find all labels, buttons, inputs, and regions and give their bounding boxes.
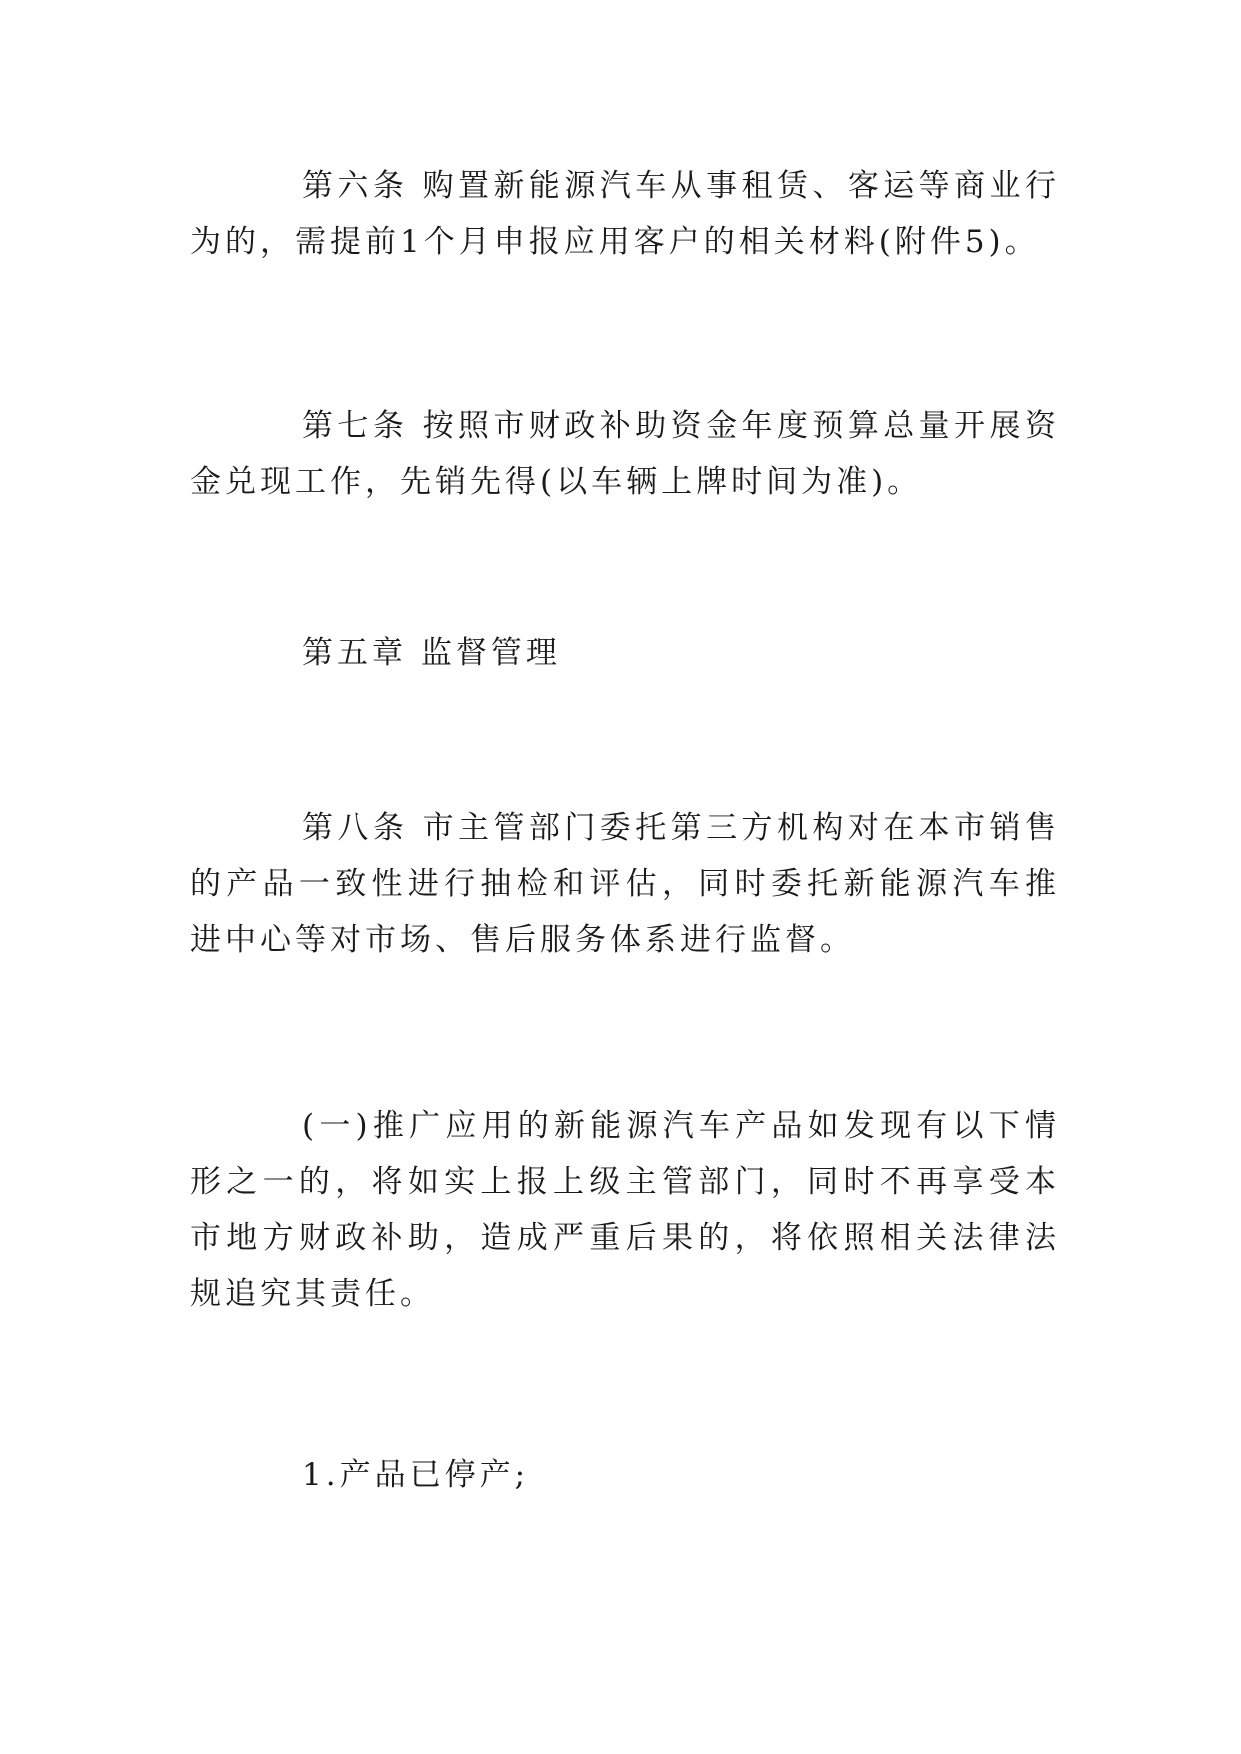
article-6-paragraph: 第六条 购置新能源汽车从事租赁、客运等商业行为的，需提前1个月申报应用客户的相关材料(附件5)。 xyxy=(190,168,1060,260)
article-7-paragraph: 第七条 按照市财政补助资金年度预算总量开展资金兑现工作，先销先得(以车辆上牌时间为准)。 xyxy=(190,408,1060,500)
list-item-1: 1.产品已停产; xyxy=(302,1457,530,1493)
chapter-5-heading: 第五章 监督管理 xyxy=(302,635,561,671)
clause-1-paragraph: (一)推广应用的新能源汽车产品如发现有以下情形之一的，将如实上报上级主管部门，同时不再享受本市地方财政补助，造成严重后果的，将依照相关法律法规追究其责任。 xyxy=(190,1108,1060,1312)
article-8-paragraph: 第八条 市主管部门委托第三方机构对在本市销售的产品一致性进行抽检和评估，同时委托新能源汽车推进中心等对市场、售后服务体系进行监督。 xyxy=(190,810,1060,958)
